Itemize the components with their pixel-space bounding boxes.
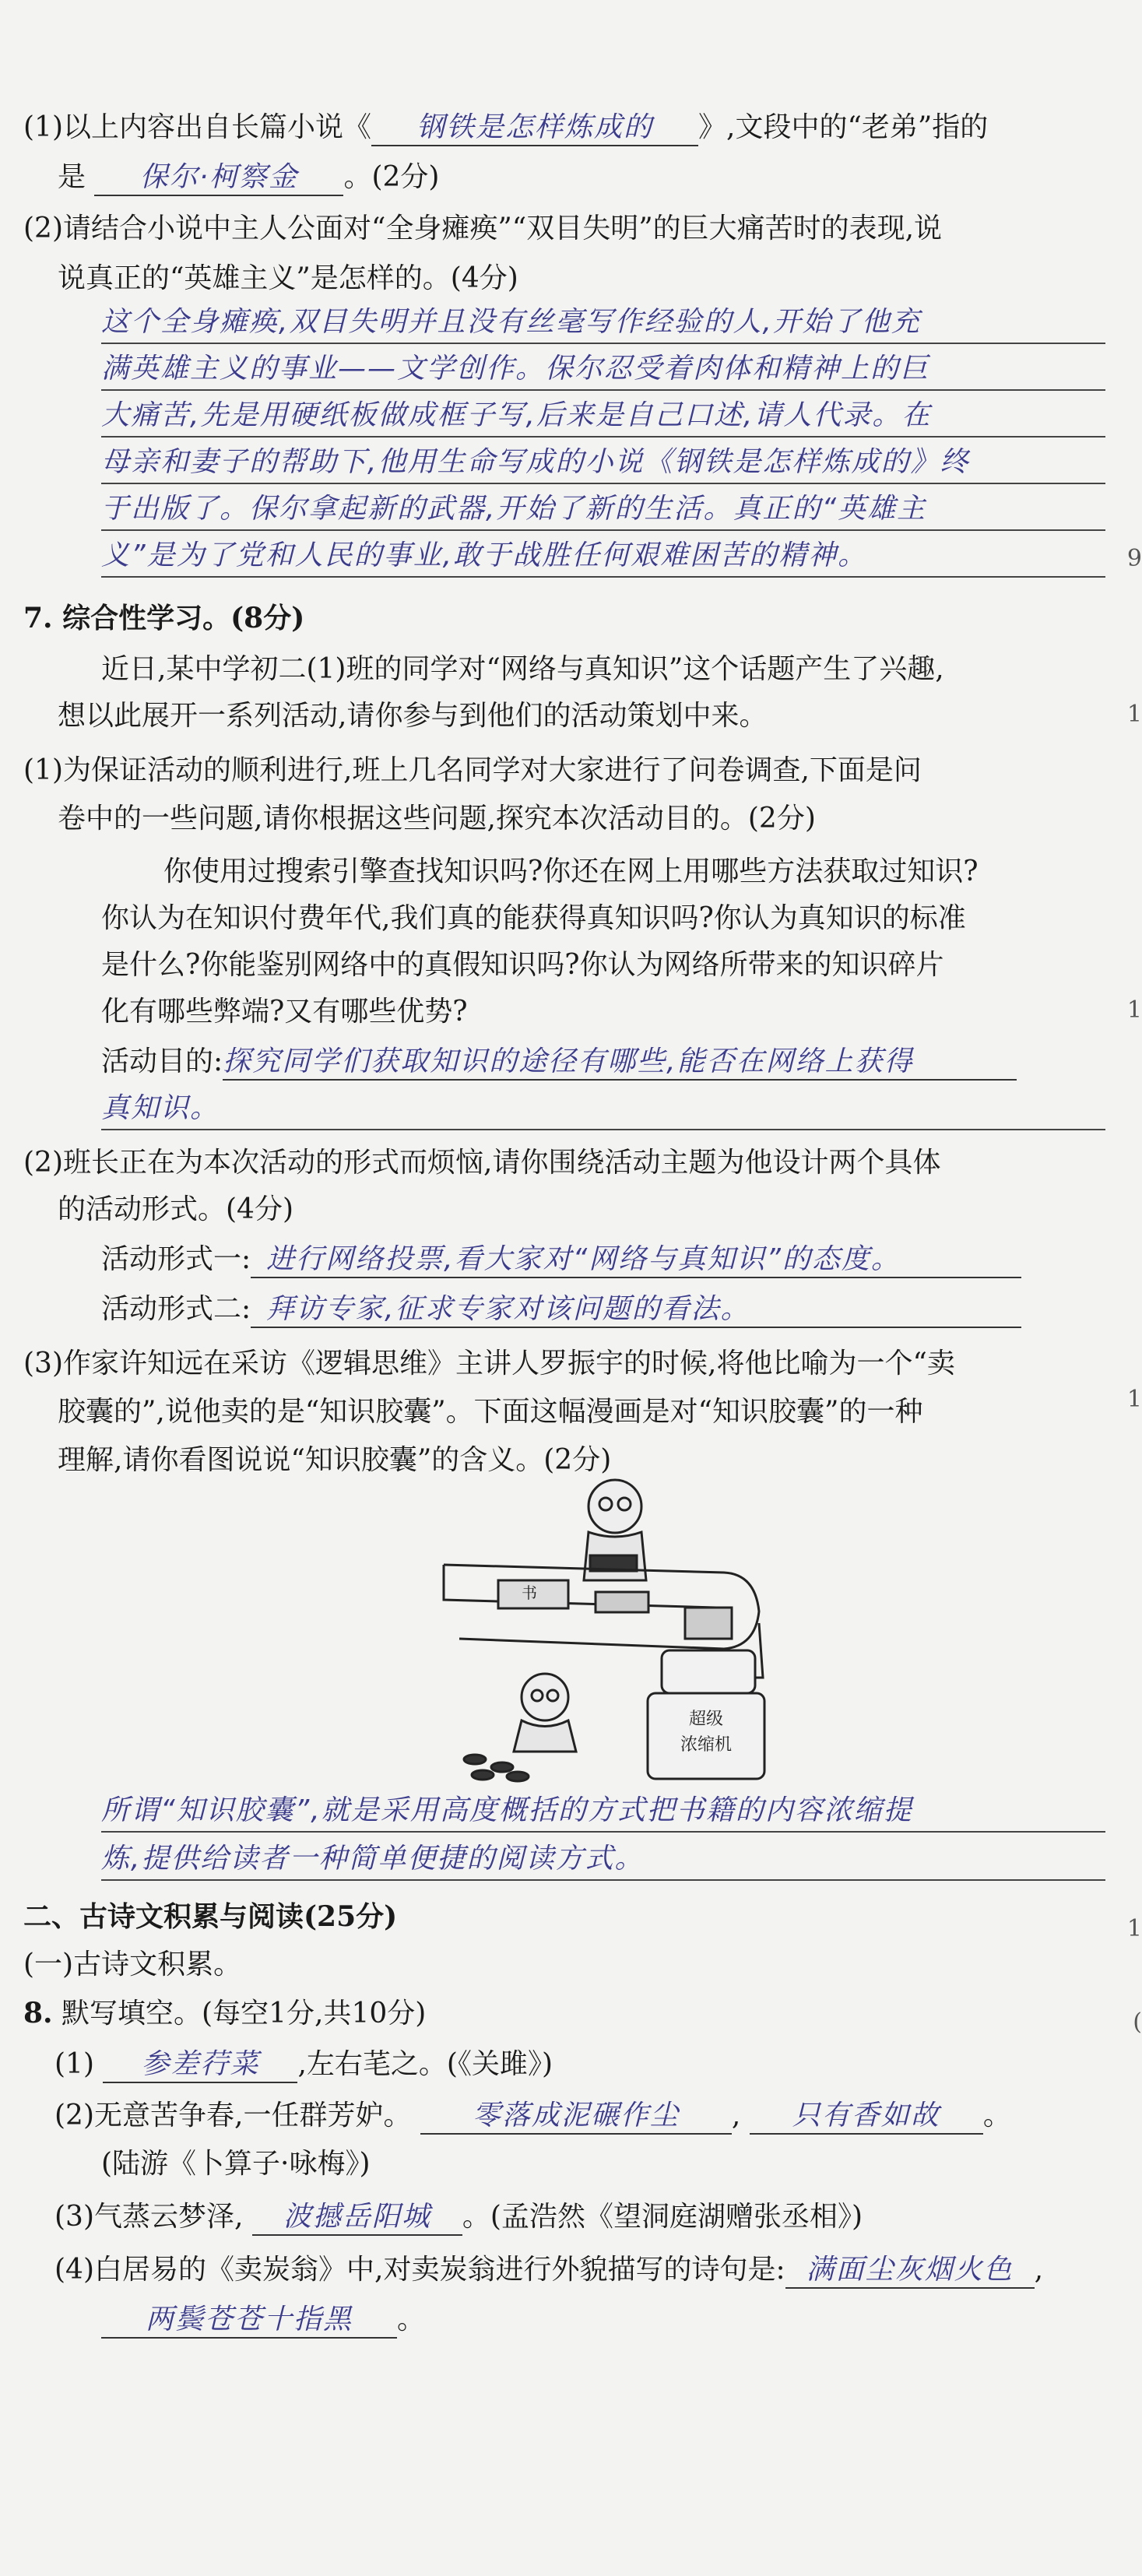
worksheet-page (23, 0, 1105, 2576)
q1-part1-line2: 是 保尔·柯察金 。(2分) (23, 159, 439, 196)
q1-part2-line2: 说真正的“英雄主义”是怎样的。(4分) (58, 262, 518, 294)
answer-purpose: 探究同学们获取知识的途径有哪些,能否在网络上获得 (223, 1045, 1017, 1081)
answer-line: 母亲和妻子的帮助下,他用生命写成的小说《钢铁是怎样炼成的》终 (101, 442, 1105, 484)
subsection-title: (一)古诗文积累。 (23, 1949, 242, 1980)
q8-item3: (3)气蒸云梦泽, 波撼岳阳城 。(孟浩然《望洞庭湖赠张丞相》) (23, 2198, 863, 2236)
answer-item1: 参差荇菜 (103, 2047, 297, 2083)
q1-part1-line1: (1)以上内容出自长篇小说《 钢铁是怎样炼成的 》,文段中的“老弟”指的 (23, 109, 988, 146)
q8-item2-source: (陆游《卜算子·咏梅》) (101, 2148, 371, 2180)
q8-item1: (1) 参差荇菜 ,左右芼之。(《关雎》) (23, 2046, 553, 2083)
q7-sub2: 的活动形式。(4分) (58, 1193, 293, 1225)
margin-mark: 9 (1126, 545, 1142, 572)
purpose-row: 活动目的:探究同学们获取知识的途径有哪些,能否在网络上获得 (23, 1043, 1017, 1081)
form1-row: 活动形式一: 进行网络投票,看大家对“网络与真知识”的态度。 (23, 1241, 1021, 1278)
margin-mark: 1 (1126, 1915, 1142, 1942)
q1-part2-line1: (2)请结合小说中主人公面对“全身瘫痪”“双目失明”的巨大痛苦时的表现,说 (23, 213, 943, 244)
q7-sub1: (1)为保证活动的顺利进行,班上几名同学对大家进行了问卷调查,下面是问 (23, 754, 922, 786)
answer-line: 所谓“知识胶囊”,就是采用高度概括的方式把书籍的内容浓缩提 (101, 1791, 1105, 1833)
q7-sub2: (2)班长正在为本次活动的形式而烦恼,请你围绕活动主题为他设计两个具体 (23, 1147, 941, 1179)
answer-line: 大痛苦,先是用硬纸板做成框子写,后来是自己口述,请人代录。在 (101, 395, 1105, 438)
q7-sub3: 理解,请你看图说说“知识胶囊”的含义。(2分) (58, 1444, 612, 1476)
margin-mark: 1 (1126, 1386, 1142, 1413)
survey-text: 你使用过搜索引擎查找知识吗?你还在网上用哪些方法获取过知识? (163, 856, 979, 887)
answer-character: 保尔·柯察金 (94, 160, 343, 196)
answer-item2-b: 只有香如故 (750, 2099, 983, 2135)
top-person-illustration (584, 1480, 646, 1580)
q7-sub1: 卷中的一些问题,请你根据这些问题,探究本次活动目的。(2分) (58, 803, 816, 835)
answer-line: 炼,提供给读者一种简单便捷的阅读方式。 (101, 1839, 1105, 1881)
q7-sub3: 胶囊的”,说他卖的是“知识胶囊”。下面这幅漫画是对“知识胶囊”的一种 (58, 1396, 923, 1428)
margin-mark: 1 (1126, 701, 1142, 728)
q7-title: 7. 综合性学习。(8分) (23, 602, 305, 634)
answer-line: 真知识。 (101, 1088, 1105, 1130)
form2-row: 活动形式二: 拜访专家,征求专家对该问题的看法。 (23, 1291, 1021, 1328)
q7-intro: 近日,某中学初二(1)班的同学对“网络与真知识”这个话题产生了兴趣, (101, 653, 944, 685)
survey-text: 是什么?你能鉴别网络中的真假知识吗?你认为网络所带来的知识碎片 (101, 949, 944, 981)
survey-text: 化有哪些弊端?又有哪些优势? (101, 996, 468, 1028)
survey-text: 你认为在知识付费年代,我们真的能获得真知识吗?你认为真知识的标准 (101, 902, 966, 934)
answer-line: 义”是为了党和人民的事业,敢于战胜任何艰难困苦的精神。 (101, 536, 1105, 578)
q8-title: 8. 默写填空。(每空1分,共10分) (23, 1997, 427, 2030)
margin-mark: ( (1133, 2008, 1142, 2036)
section-title: 二、古诗文积累与阅读(25分) (23, 1900, 398, 1933)
answer-form1: 进行网络投票,看大家对“网络与真知识”的态度。 (251, 1242, 1021, 1278)
answer-item3: 波撼岳阳城 (252, 2200, 462, 2236)
knowledge-capsule-cartoon (428, 1464, 786, 1791)
bottom-person-illustration (464, 1674, 576, 1781)
machine-label-line1: 超级 (688, 1710, 724, 1729)
answer-item4-b: 两鬓苍苍十指黑 (101, 2303, 397, 2339)
answer-form2: 拜访专家,征求专家对该问题的看法。 (251, 1292, 1021, 1328)
margin-mark: 1 (1126, 996, 1142, 1024)
answer-line: 这个全身瘫痪,双目失明并且没有丝毫写作经验的人,开始了他充 (101, 302, 1105, 344)
q7-intro: 想以此展开一系列活动,请你参与到他们的活动策划中来。 (58, 700, 768, 732)
answer-novel-title: 钢铁是怎样炼成的 (371, 111, 698, 146)
book-label: 书 (522, 1583, 537, 1602)
answer-item4-a: 满面尘灰烟火色 (785, 2253, 1035, 2289)
answer-line: 满英雄主义的事业——文学创作。保尔忍受着肉体和精神上的巨 (101, 349, 1105, 391)
q8-item4-cont: 两鬓苍苍十指黑 。 (23, 2301, 425, 2339)
q7-sub3: (3)作家许知远在采访《逻辑思维》主讲人罗振宇的时候,将他比喻为一个“卖 (23, 1348, 955, 1379)
machine-label-line2: 浓缩机 (680, 1735, 733, 1755)
answer-item2-a: 零落成泥碾作尘 (420, 2099, 732, 2135)
answer-line: 于出版了。保尔拿起新的武器,开始了新的生活。真正的“英雄主 (101, 489, 1105, 531)
q8-item2: (2)无意苦争春,一任群芳妒。 零落成泥碾作尘 , 只有香如故 。 (23, 2097, 1011, 2135)
q8-item4: (4)白居易的《卖炭翁》中,对卖炭翁进行外貌描写的诗句是: 满面尘灰烟火色 , (23, 2251, 1043, 2289)
